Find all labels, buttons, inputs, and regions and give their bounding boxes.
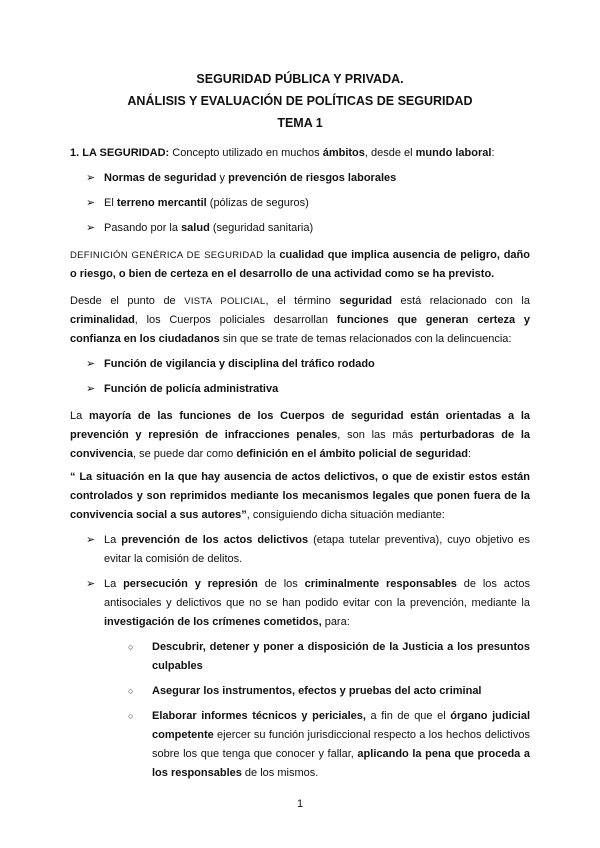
section-heading: 1. LA SEGURIDAD: (70, 147, 170, 159)
police-view-paragraph (70, 292, 530, 349)
text: Desde el punto de (70, 295, 185, 307)
majority-paragraph (70, 407, 530, 464)
list-item (86, 219, 530, 238)
bold-text: Asegurar los instrumentos, efectos y pruebas del acto criminal (152, 685, 482, 697)
text: a fin de que el (365, 710, 451, 722)
bold-text: órgano judicial competente (152, 710, 530, 741)
quote-paragraph (70, 468, 530, 525)
text: , el término (265, 295, 340, 307)
text: sin que se trate de temas relacionados con la delincuencia: (219, 333, 512, 345)
list-item (128, 707, 530, 783)
bullet-list-means (70, 531, 530, 783)
circle-bullet-icon: ○ (128, 686, 134, 696)
bold-text: Función de policía administrativa (104, 383, 279, 395)
text: (pólizas de seguros) (206, 197, 309, 209)
bold-text: prevención de los actos delictivos (121, 534, 309, 546)
bold-text: Normas de seguridad (104, 172, 217, 184)
bold-text: Descubrir, detener y poner a disposición de la Justicia a los presuntos culpables (152, 641, 530, 672)
circle-bullet-icon: ○ (128, 711, 134, 721)
bold-text: perturbadoras de la convivencia (70, 429, 531, 460)
text: , los Cuerpos policiales desarrollan (134, 314, 337, 326)
bold-text: cualidad que implica ausencia de peligro, daño o riesgo, o bien de certeza en el desarrollo de una actividad como se ha previsto. (70, 249, 530, 280)
text: , desde el (364, 147, 416, 159)
list-item (86, 169, 530, 188)
bold-text: terreno mercantil (116, 197, 207, 209)
arrow-bullet-icon: ➢ (86, 358, 96, 370)
sub-list-purposes (104, 638, 530, 783)
text: la (263, 249, 280, 261)
list-item (86, 194, 530, 213)
text: (etapa tutelar preventiva), cuyo objetivo es evitar la comisión de delitos. (104, 534, 530, 565)
list-item (86, 575, 530, 783)
text: de los actos antisociales y delictivos que no se han podido evitar con la prevención, mediante la (104, 578, 531, 609)
bold-text: ámbitos (322, 147, 365, 159)
text: Pasando por la (104, 222, 182, 234)
title-line-2: ANÁLISIS Y EVALUACIÓN DE POLÍTICAS DE SEGURIDAD (127, 94, 473, 108)
bold-text: salud (181, 222, 210, 234)
bold-text: criminalmente responsables (304, 578, 457, 590)
text: para: (321, 616, 350, 628)
list-item (86, 531, 530, 569)
text: : (491, 147, 495, 159)
text: y (216, 172, 229, 184)
circle-bullet-icon: ○ (128, 642, 134, 652)
text: : (467, 448, 472, 460)
page-number: 1 (296, 798, 304, 810)
small-caps-text: DEFINICIÓN GENÉRICA DE SEGURIDAD (70, 250, 264, 261)
definition-paragraph (70, 246, 530, 284)
bold-text: prevención de riesgos laborales (228, 172, 397, 184)
text: (seguridad sanitaria) (209, 222, 314, 234)
bold-quote: “ La situación en la que hay ausencia de actos delictivos, o que de existir estos están controlados y son reprimidos mediante los mecanismos legales que ponen fuera de la convivencia social a sus autores” (70, 471, 530, 521)
bold-text: definición en el ámbito policial de seguridad (236, 448, 468, 460)
title-line-1: SEGURIDAD PÚBLICA Y PRIVADA. (196, 72, 404, 86)
bold-text: criminalidad (70, 314, 135, 326)
text: Concepto utilizado en muchos (169, 147, 323, 159)
arrow-bullet-icon: ➢ (86, 383, 96, 395)
list-item (86, 355, 530, 374)
text: El (104, 197, 117, 209)
text: La (70, 410, 89, 422)
bold-text: persecución y represión (123, 578, 258, 590)
arrow-bullet-icon: ➢ (86, 197, 96, 209)
document-title (70, 68, 530, 134)
text: ejercer su función jurisdiccional respecto a los hechos delictivos sobre los que tenga que conocer y fallar, (152, 729, 530, 760)
list-item (128, 638, 530, 676)
small-caps-text: VISTA POLICIAL (184, 296, 266, 307)
bold-text: aplicando la pena que proceda a los responsables (152, 748, 531, 779)
text: La (104, 578, 124, 590)
bold-text: funciones que generan certeza y confianza en los ciudadanos (70, 314, 530, 345)
text: La (104, 534, 122, 546)
list-item (128, 682, 530, 701)
text: , son las más (337, 429, 420, 441)
text: de los mismos. (241, 767, 319, 779)
list-item (86, 380, 530, 399)
bold-text: mundo laboral (415, 147, 492, 159)
bold-text: seguridad (339, 295, 392, 307)
bullet-list-functions (70, 355, 530, 399)
text: de los (257, 578, 305, 590)
bold-text: Función de vigilancia y disciplina del tráfico rodado (104, 358, 375, 370)
section-1-intro (70, 144, 530, 163)
bold-text: Elaborar informes técnicos y periciales, (152, 710, 366, 722)
bullet-list-areas (70, 169, 530, 238)
text: está relacionado con la (391, 295, 530, 307)
bold-text: mayoría de las funciones de los Cuerpos de seguridad están orientadas a la prevención y represión de infracciones penales (70, 410, 530, 441)
arrow-bullet-icon: ➢ (86, 222, 96, 234)
text: , consiguiendo dicha situación mediante: (246, 509, 445, 521)
bold-text: investigación de los crímenes cometidos, (104, 616, 322, 628)
arrow-bullet-icon: ➢ (86, 534, 96, 546)
title-line-3: TEMA 1 (277, 116, 323, 130)
text: , se puede dar como (132, 448, 237, 460)
arrow-bullet-icon: ➢ (86, 578, 96, 590)
arrow-bullet-icon: ➢ (86, 172, 96, 184)
